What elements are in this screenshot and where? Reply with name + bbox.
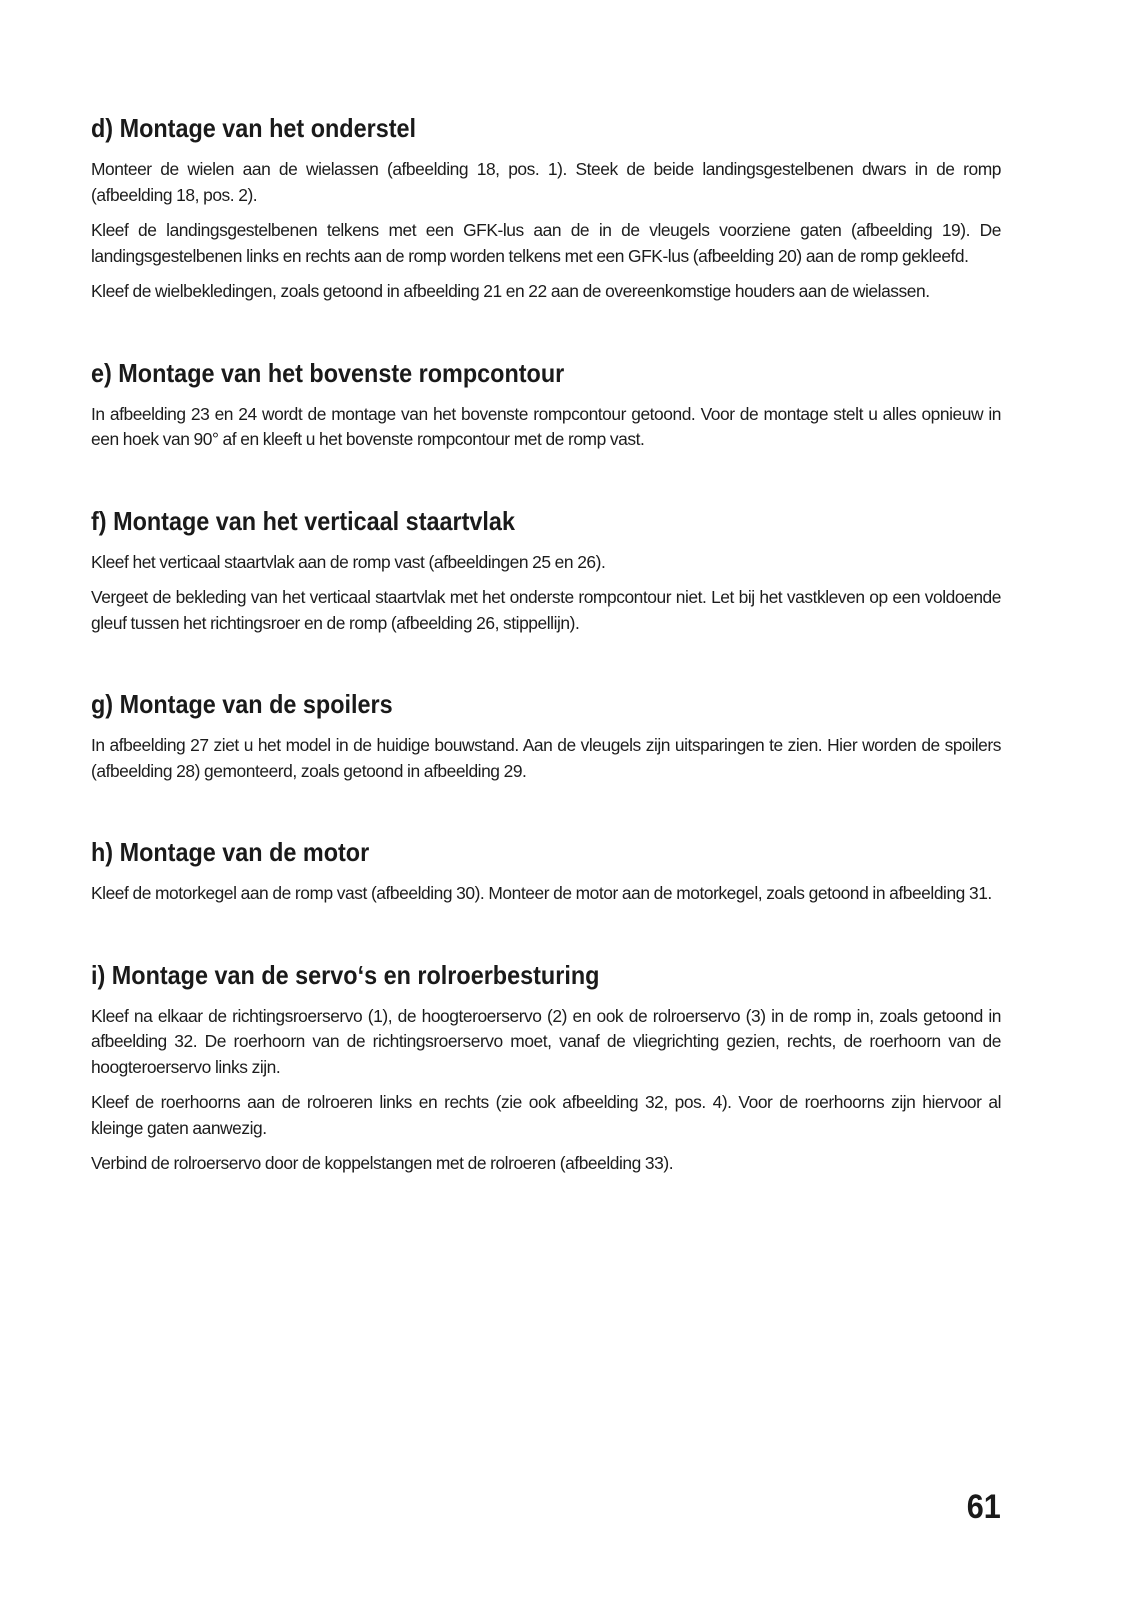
section-spoilers (91, 688, 1001, 784)
section-heading: e) Montage van het bovenste rompcontour (91, 357, 565, 388)
section-heading: f) Montage van het verticaal staartvlak (91, 505, 515, 536)
section-heading: g) Montage van de spoilers (91, 689, 393, 719)
paragraph: Kleef de wielbekledingen, zoals getoond in afbeelding 21 en 22 aan de overeenkomstige houders aan de wielassen. (91, 281, 930, 301)
section-servos (91, 959, 1001, 1177)
paragraph: Kleef de landingsgestelbenen telkens met een GFK-lus aan de in de vleugels voorziene gaten (afbeelding 19). De landingsgestelbenen links en rechts aan de romp worden telkens met een GFK-lus (afbeelding 20) aan de romp gekleefd. (91, 220, 1001, 266)
paragraph: In afbeelding 23 en 24 wordt de montage van het bovenste rompcontour getoond. Voor de montage stelt u alles opnieuw in een hoek van 90° af en kleeft u het bovenste rompcontour met de romp vast. (91, 403, 1001, 449)
page-content (91, 112, 1001, 1229)
section-staartvlak (91, 505, 1001, 637)
paragraph: Verbind de rolroerservo door de koppelstangen met de rolroeren (afbeelding 33). (91, 1153, 674, 1173)
paragraph: Kleef de motorkegel aan de romp vast (afbeelding 30). Monteer de motor aan de motorkegel, zoals getoond in afbeelding 31. (91, 883, 992, 903)
section-heading: h) Montage van de motor (91, 837, 370, 867)
paragraph: In afbeelding 27 ziet u het model in de huidige bouwstand. Aan de vleugels zijn uitsparingen te zien. Hier worden de spoilers (afbeelding 28) gemonteerd, zoals getoond in afbeelding 29. (91, 735, 1001, 781)
section-heading: i) Montage van de servo‘s en rolroerbesturing (91, 959, 600, 990)
page-number: 61 (966, 1488, 1001, 1526)
section-onderstel (91, 112, 1001, 305)
paragraph: Vergeet de bekleding van het verticaal staartvlak met het onderste rompcontour niet. Let bij het vastkleven op een voldoende gleuf tussen het richtingsroer en de romp (afbeelding 26, stippellijn). (91, 587, 1001, 633)
paragraph: Kleef het verticaal staartvlak aan de romp vast (afbeeldingen 25 en 26). (91, 551, 606, 572)
section-heading: d) Montage van het onderstel (91, 113, 417, 143)
paragraph: Monteer de wielen aan de wielassen (afbeelding 18, pos. 1). Steek de beide landingsgestelbenen dwars in de romp (afbeelding 18, pos. 2). (91, 159, 1001, 205)
paragraph: Kleef de roerhoorns aan de rolroeren links en rechts (zie ook afbeelding 32, pos. 4). Voor de roerhoorns zijn hiervoor al kleinge gaten aanwezig. (91, 1092, 1001, 1138)
section-rompcontour (91, 357, 1001, 453)
paragraph: Kleef na elkaar de richtingsroerservo (1), de hoogteroerservo (2) en ook de rolroerservo (3) in de romp in, zoals getoond in afbeelding 32. De roerhoorn van de richtingsroerservo moet, vanaf de vliegrichting gezien, rechts, de roerhoorn van de hoogteroerservo links zijn. (91, 1005, 1001, 1077)
section-motor (91, 836, 1001, 907)
